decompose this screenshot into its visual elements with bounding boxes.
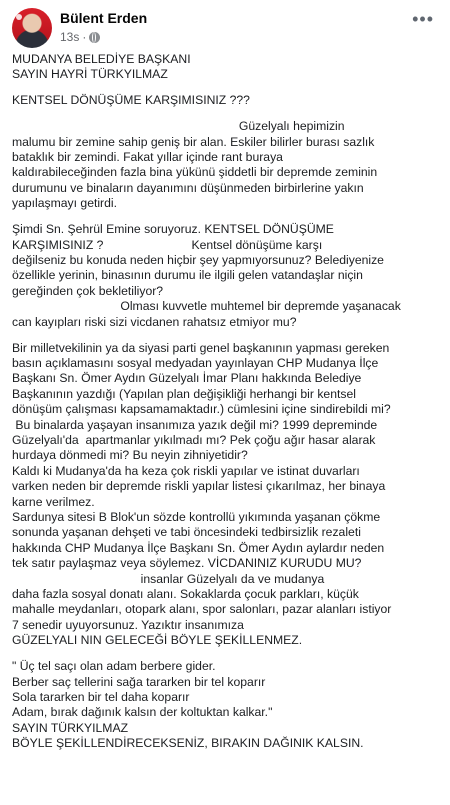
post-line: 7 senedir uyuyorsunuz. Yazıktır insanımıza — [12, 617, 244, 632]
post-line: sonunda yaşanan dehşeti ve tabi öncesindeki tedbirsizlik rezaleti — [12, 525, 361, 540]
post-line: Başkanının yazdığı (Yapılan plan değişikliği herhangi bir kentsel — [12, 386, 356, 401]
post-line: Bu binalarda yaşayan insanımıza yazık değil mi? 1999 depreminde — [12, 417, 378, 432]
post-line: Başkanı Sn. Ömer Aydın Güzelyalı İmar Planı hakkında Belediye — [12, 371, 362, 386]
post-line: can kayıpları riski sizi vicdanen rahatsız etmiyor mu? — [12, 314, 297, 329]
post-line: Sola tararken bir tel daha koparır — [12, 689, 190, 704]
post-line: Güzelyalı'da apartmanlar yıkılmadı mı? Pek çoğu ağır hasar alarak — [12, 432, 376, 447]
post-line: KENTSEL DÖNÜŞÜME KARŞIMISINIZ ??? — [12, 93, 250, 108]
post-line: varken neden bir depremde riskli yapılar listesi çıkarılmaz, her binaya — [12, 479, 386, 494]
post-line: MUDANYA BELEDİYE BAŞKANI — [12, 52, 191, 66]
post-line: daha fazla sosyal donatı alanı. Sokaklarda çocuk parkları, küçük — [12, 587, 359, 601]
post-line: Bir milletvekilinin ya da siyasi parti genel başkanının yapması gereken — [12, 340, 390, 355]
post-line: kaldırabileceğinden fazla bina yükünü şiddetli bir depremde zeminin — [12, 165, 378, 180]
author-name[interactable]: Bülent Erden — [60, 10, 148, 26]
post-line: Berber saç tellerini sağa tararken bir tel koparır — [12, 674, 266, 689]
post-line: hurdaya dönmedi mi? Bu neyin zihniyetidir? — [12, 448, 248, 463]
post-line: KARŞIMISINIZ ? Kentsel dönüşüme karşı — [12, 237, 323, 252]
post-line: " Üç tel saçı olan adam berbere gider. — [12, 659, 216, 674]
post-line: insanlar Güzelyalı da ve mudanya — [12, 571, 325, 586]
more-icon[interactable]: ••• — [412, 9, 434, 29]
post-line: Kaldı ki Mudanya'da ha keza çok riskli yapılar ve istinat duvarları — [12, 463, 360, 478]
post-line: SAYIN TÜRKYILMAZ — [12, 720, 129, 735]
flag-star-icon — [16, 14, 22, 20]
post-body — [12, 52, 438, 752]
post-line: hakkında CHP Mudanya İlçe Başkanı Sn. Ömer Aydın aylardır neden — [12, 540, 385, 555]
post-line: dönüşüm çalışması kapsamamaktadır.) cümlesini içine sindirebildi mi? — [12, 402, 391, 417]
globe-icon[interactable] — [89, 32, 100, 43]
post-line: Şimdi Sn. Şehrül Emine soruyoruz. KENTSEL DÖNÜŞÜME — [12, 222, 334, 237]
post-line: bataklık bir zemindi. Fakat yıllar içinde rant buraya — [12, 150, 283, 165]
post-line: değilseniz bu konuda neden hiçbir şey yapmıyorsunuz? Belediyenize — [12, 252, 384, 267]
post-meta: 13s · — [60, 30, 100, 44]
post-line: SAYIN HAYRİ TÜRKYILMAZ — [12, 67, 168, 82]
post-line: durumunu ve binaların dayanımını düşünmeden birbirlerine yakın — [12, 180, 364, 195]
post-line: Güzelyalı hepimizin — [12, 119, 345, 134]
post-line: Sardunya sitesi B Blok'un sözde kontrollü yıkımında yaşanan çökme — [12, 509, 381, 524]
post-line: tek satır paylaşmaz veya söylemez. VİCDANINIZ KURUDU MU? — [12, 556, 362, 571]
post-header — [12, 8, 438, 48]
post-line: malumu bir zemine sahip geniş bir alan. Eskiler bilirler burası sazlık — [12, 134, 375, 149]
post-line: BÖYLE ŞEKİLLENDİRECEKSENİZ, BIRAKIN DAĞINIK KALSIN. — [12, 736, 364, 751]
post-line: mahalle meydanları, otopark alanı, spor salonları, pazar alanları istiyor — [12, 602, 392, 617]
post-line: GÜZELYALI NIN GELECEĞİ BÖYLE ŞEKİLLENMEZ. — [12, 633, 303, 648]
avatar[interactable] — [12, 8, 52, 48]
post-line: özellikle yerinin, binasının durumu ile ilgili gelen vatandaşlar niçin — [12, 268, 363, 283]
post-line: yapılaşmayı getirdi. — [12, 196, 117, 211]
post-line: gereğinden çok bekletiliyor? — [12, 283, 164, 298]
post-time[interactable]: 13s — [60, 30, 80, 44]
post-line: Adam, bırak dağınık kalsın der koltuktan kalkar." — [12, 705, 273, 720]
post-line: basın açıklamasını sosyal medyadan yayınlayan CHP Mudanya İlçe — [12, 355, 379, 370]
post-line: karne verilmez. — [12, 494, 95, 509]
post-line: Olması kuvvetle muhtemel bir depremde yaşanacak — [12, 299, 401, 314]
